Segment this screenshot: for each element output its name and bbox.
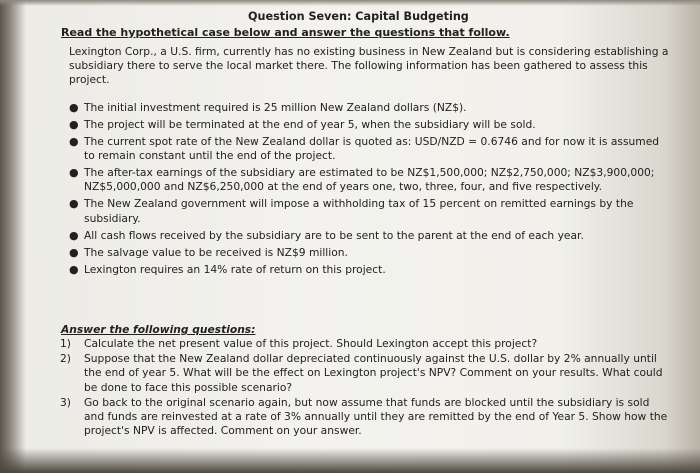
answer-heading: Answer the following questions:: [61, 323, 256, 336]
case-intro-paragraph: Lexington Corp., a U.S. firm, currently has no existing business in New Zealand but is considering establishing a subsidiary there to serve the local market there. The following information has been gathered to assess this project.: [69, 45, 669, 87]
case-fact-text: The project will be terminated at the end of year 5, when the subsidiary will be sold.: [84, 118, 536, 131]
case-fact-item: [68, 101, 668, 115]
question-item: [60, 396, 670, 439]
case-fact-text: The current spot rate of the New Zealand dollar is quoted as: USD/NZD = 0.6746 and for now it is assumed to remain constant until the end of the project.: [84, 135, 660, 163]
question-text: Calculate the net present value of this project. Should Lexington accept this project?: [84, 337, 538, 350]
photo-shadow-top: [0, 0, 700, 6]
bullet-icon: ●: [69, 245, 79, 259]
case-fact-item: [68, 246, 668, 260]
questions-list: [60, 337, 670, 439]
case-fact-item: [68, 135, 668, 163]
case-fact-text: All cash flows received by the subsidiary are to be sent to the parent at the end of each year.: [84, 228, 584, 242]
question-title: Question Seven: Capital Budgeting: [248, 10, 469, 23]
question-item: [60, 337, 670, 351]
question-number: 1): [60, 337, 71, 350]
bullet-icon: ●: [69, 101, 79, 114]
bullet-icon: ●: [69, 118, 79, 131]
bullet-icon: ●: [69, 228, 79, 242]
case-fact-item: [68, 118, 668, 132]
case-fact-item: [68, 197, 668, 225]
case-fact-text: The after-tax earnings of the subsidiary are estimated to be NZ$1,500,000; NZ$2,750,000; NZ$3,900,000; NZ$5,000,000 and NZ$6,250,000 at the end of years one, two, three, four, and five respectively.: [84, 166, 655, 194]
case-fact-text: Lexington requires an 14% rate of return on this project.: [84, 262, 386, 276]
case-fact-text: The New Zealand government will impose a withholding tax of 15 percent on remitted earnings by the subsidiary.: [84, 197, 634, 225]
case-fact-item: [68, 263, 668, 277]
case-facts-list: [68, 101, 668, 280]
photo-shadow-bottom: [0, 448, 700, 473]
question-number: 3): [60, 395, 71, 409]
bullet-icon: ●: [69, 197, 79, 211]
case-fact-text: The salvage value to be received is NZ$9 million.: [84, 245, 348, 259]
case-fact-item: [68, 229, 668, 243]
bullet-icon: ●: [69, 262, 79, 276]
instructions-heading: Read the hypothetical case below and answer the questions that follow.: [61, 26, 510, 39]
case-fact-item: [68, 166, 668, 194]
bullet-icon: ●: [69, 135, 79, 148]
question-text: Suppose that the New Zealand dollar depreciated continuously against the U.S. dollar by 2% annually until the end of year 5. What will be the effect on Lexington project's NPV? Comment on your results. What could be done to face this possible scenario?: [84, 352, 663, 394]
question-number: 2): [60, 352, 71, 366]
question-item: [60, 352, 670, 395]
bullet-icon: ●: [69, 166, 79, 180]
question-text: Go back to the original scenario again, but now assume that funds are blocked until the subsidiary is sold and funds are reinvested at a rate of 3% annually until they are remitted by the end of Year 5. Show how the project's NPV is affected. Comment on your answer.: [84, 395, 668, 438]
case-fact-text: The initial investment required is 25 million New Zealand dollars (NZ$).: [84, 101, 467, 114]
